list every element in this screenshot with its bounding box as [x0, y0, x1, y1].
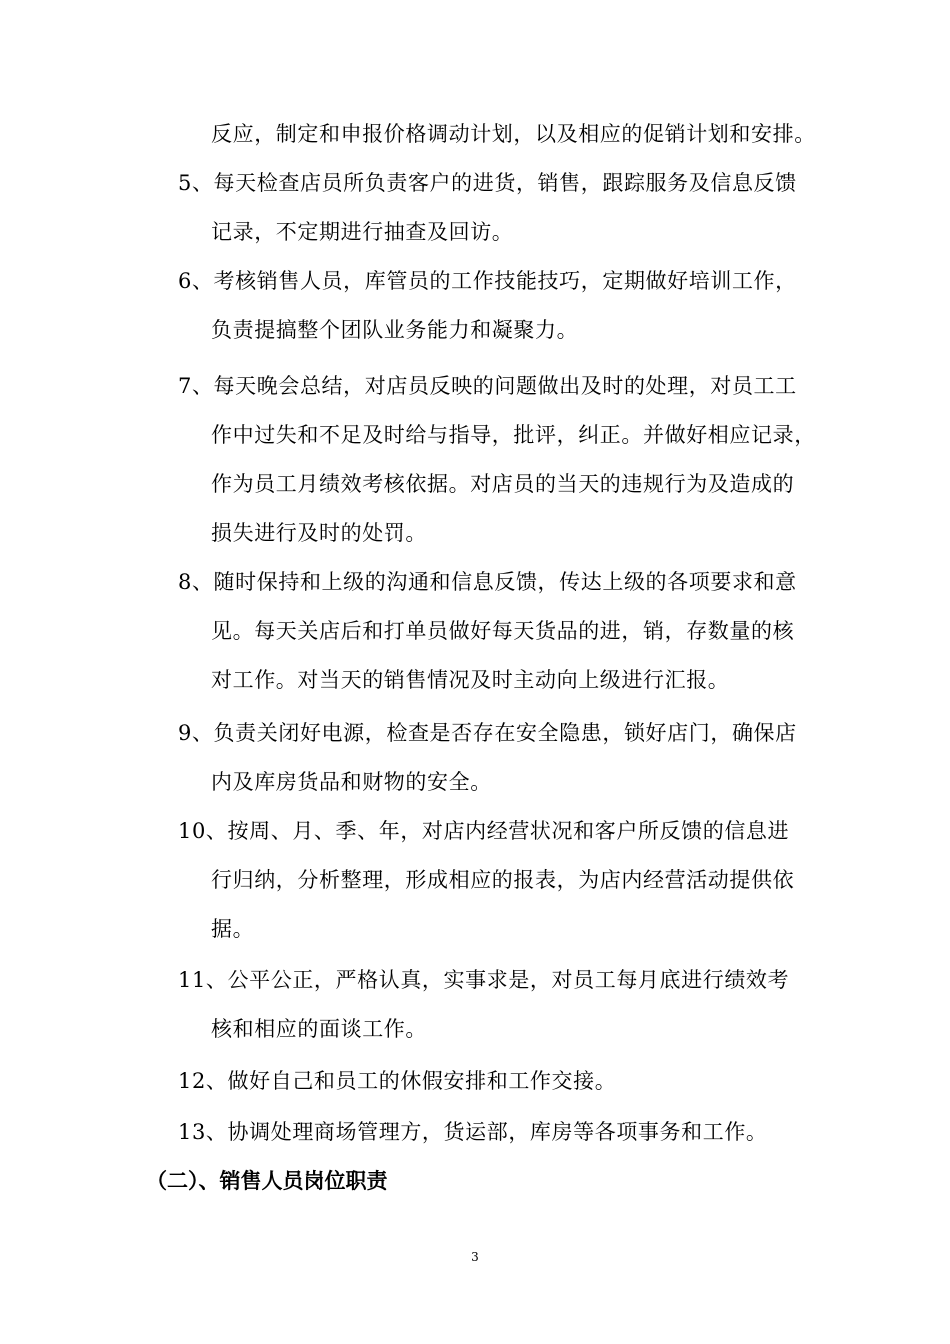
text-line: 内及库房货品和财物的安全。 — [211, 770, 492, 794]
text-line: 7、每天晚会总结，对店员反映的问题做出及时的处理，对员工工 — [178, 374, 797, 398]
text-line: 反应，制定和申报价格调动计划，以及相应的促销计划和安排。 — [211, 122, 816, 146]
text-line: 11、公平公正，严格认真，实事求是，对员工每月底进行绩效考 — [178, 968, 790, 992]
text-line: 负责提搞整个团队业务能力和凝聚力。 — [211, 318, 579, 342]
text-line: 8、随时保持和上级的沟通和信息反馈，传达上级的各项要求和意 — [178, 570, 797, 594]
text-line: 核和相应的面谈工作。 — [211, 1017, 427, 1041]
text-line: 损失进行及时的处罚。 — [211, 521, 427, 545]
text-line: 对工作。对当天的销售情况及时主动向上级进行汇报。 — [211, 668, 730, 692]
text-line: 9、负责关闭好电源，检查是否存在安全隐患，锁好店门，确保店 — [178, 721, 797, 745]
text-line: 12、做好自己和员工的休假安排和工作交接。 — [178, 1069, 617, 1093]
section-heading: （二）、销售人员岗位职责 — [146, 1169, 388, 1193]
text-line: 10、按周、月、季、年，对店内经营状况和客户所反馈的信息进 — [178, 819, 790, 843]
text-line: 13、协调处理商场管理方，货运部，库房等各项事务和工作。 — [178, 1120, 768, 1144]
text-line: 见。每天关店后和打单员做好每天货品的进，销，存数量的核 — [211, 619, 795, 643]
text-line: 5、每天检查店员所负责客户的进货，销售，跟踪服务及信息反馈 — [178, 171, 797, 195]
text-line: 作中过失和不足及时给与指导，批评，纠正。并做好相应记录， — [211, 423, 816, 447]
text-line: 6、考核销售人员，库管员的工作技能技巧，定期做好培训工作， — [178, 269, 797, 293]
text-line: 作为员工月绩效考核依据。对店员的当天的违规行为及造成的 — [211, 472, 795, 496]
text-line: 据。 — [211, 917, 255, 941]
page-number: 3 — [471, 1250, 479, 1264]
text-line: 行归纳，分析整理，形成相应的报表，为店内经营活动提供依 — [211, 868, 795, 892]
text-line: 记录，不定期进行抽查及回访。 — [211, 220, 514, 244]
